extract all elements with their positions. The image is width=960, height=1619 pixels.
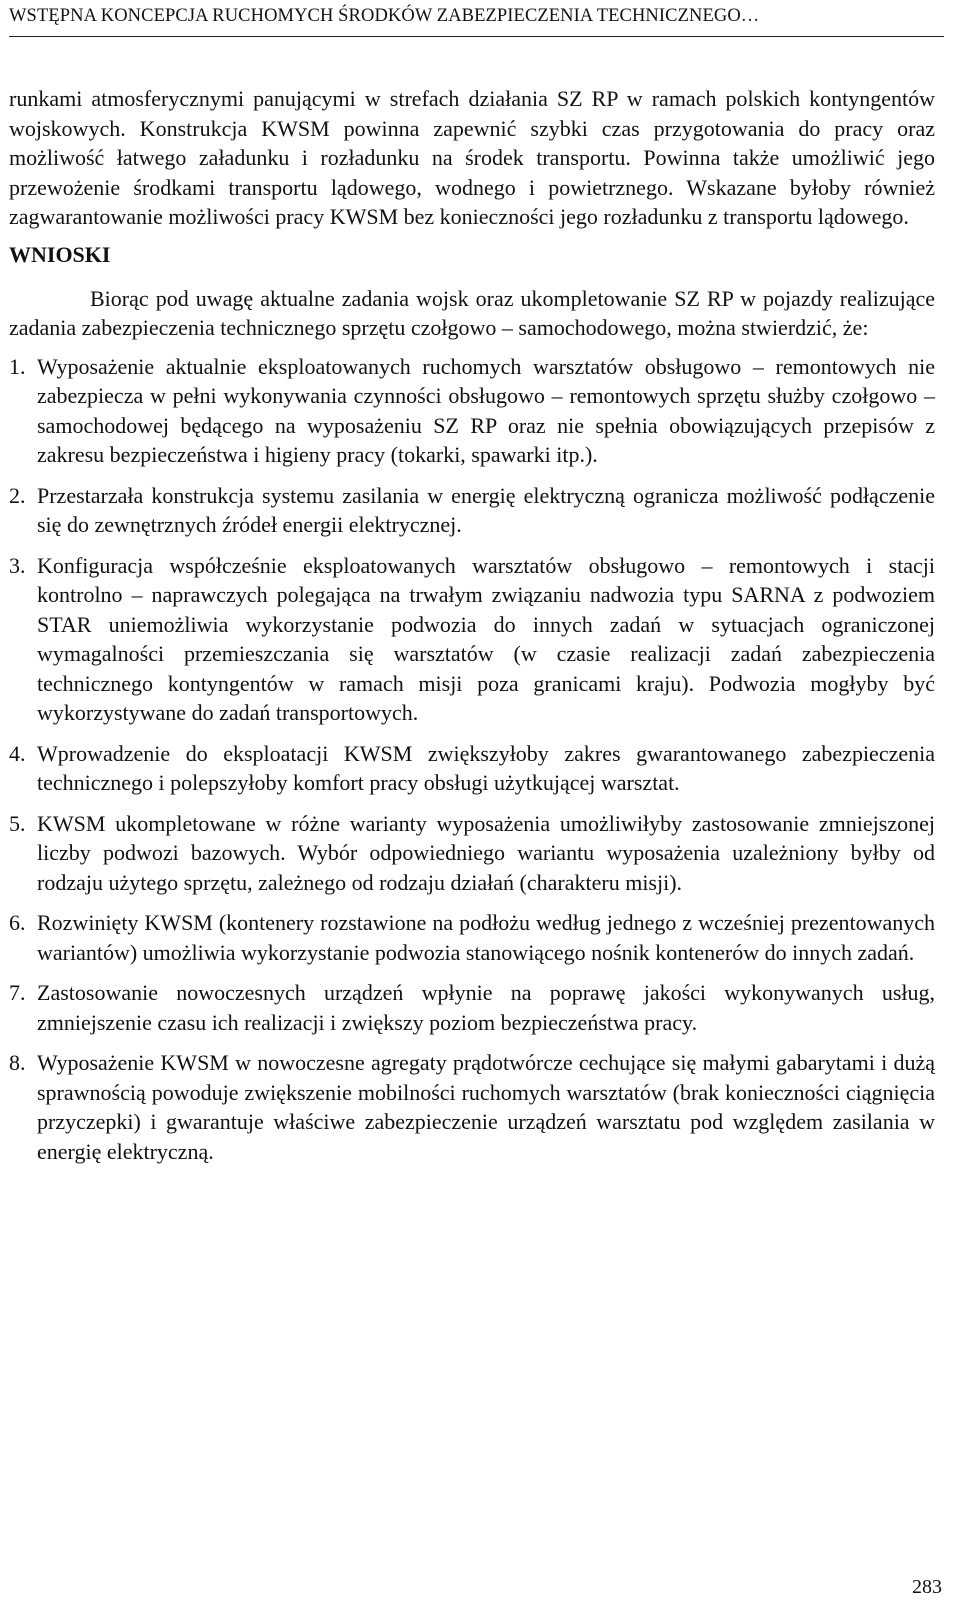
list-item-text: Wyposażenie KWSM w nowoczesne agregaty prądotwórcze cechujące się małymi gabarytami i dużą sprawnością powoduje zwiększenie mobilności ruchomych warsztatów (brak konieczności ciągnięcia przyczepki) i gwarantuje właściwe zabezpieczenie urządzeń warsztatu pod względem zasilania w energię elektryczną. (37, 1050, 935, 1164)
list-item-number: 1. (9, 353, 26, 379)
list-item-number: 2. (9, 482, 26, 508)
list-item (9, 978, 935, 1037)
conclusions-list (9, 352, 935, 1167)
list-item-number: 4. (9, 740, 26, 766)
lead-paragraph: Biorąc pod uwagę aktualne zadania wojsk oraz ukompletowanie SZ RP w pojazdy realizujące zadania zabezpieczenia technicznego sprzętu czołgowo – samochodowego, można stwierdzić, że: (9, 285, 935, 340)
list-item (9, 352, 935, 470)
list-item (9, 1048, 935, 1166)
list-item-text: Rozwinięty KWSM (kontenery rozstawione na podłożu według jednego z wcześniej prezentowanych wariantów) umożliwia wykorzystanie podwozia stanowiącego nośnik kontenerów do innych zadań. (37, 910, 935, 965)
running-title: WSTĘPNA KONCEPCJA RUCHOMYCH ŚRODKÓW ZABEZPIECZENIA TECHNICZNEGO… (9, 6, 760, 26)
list-item-number: 7. (9, 980, 26, 1005)
list-item-text: Przestarzała konstrukcja systemu zasilania w energię elektryczną ogranicza możliwość podłączenie się do zewnętrznych źródeł energii elektrycznej. (37, 482, 935, 537)
list-item (9, 809, 935, 898)
list-item (9, 739, 935, 798)
page-number: 283 (912, 1576, 942, 1598)
list-item-number: 8. (9, 1050, 26, 1075)
list-item-number: 3. (9, 552, 26, 578)
running-header (9, 2, 944, 37)
list-item-text: KWSM ukompletowane w różne warianty wyposażenia umożliwiłyby zastosowanie zmniejszonej liczby podwozi bazowych. Wybór odpowiedniego wariantu wyposażenia uzależniony byłby od rodzaju użytego sprzętu, zależnego od rodzaju działań (charakteru misji). (37, 810, 935, 895)
section-heading: WNIOSKI (9, 241, 111, 267)
page-body (9, 84, 935, 1177)
list-item (9, 551, 935, 728)
intro-paragraph: runkami atmosferycznymi panującymi w strefach działania SZ RP w ramach polskich kontyngentów wojskowych. Konstrukcja KWSM powinna zapewnić szybki czas przygotowania do pracy oraz możliwość łatwego załadunku i rozładunku na środek transportu. Powinna także umożliwić jego przewożenie środkami transportu lądowego, wodnego i powietrznego. Wskazane byłoby również zagwarantowanie możliwości pracy KWSM bez konieczności jego rozładunku z transportu lądowego. (9, 86, 935, 229)
list-item (9, 908, 935, 967)
list-item-number: 5. (9, 810, 26, 836)
list-item-text: Wyposażenie aktualnie eksploatowanych ruchomych warsztatów obsługowo – remontowych nie zabezpiecza w pełni wykonywania czynności obsługowo – remontowych sprzętu służby czołgowo – samochodowej będącego na wyposażeniu SZ RP oraz nie spełnia obowiązujących przepisów z zakresu bezpieczeństwa i higieny pracy (tokarki, spawarki itp.). (37, 353, 935, 467)
list-item-text: Konfiguracja współcześnie eksploatowanych warsztatów obsługowo – remontowych i stacji kontrolno – naprawczych polegająca na trwałym związaniu nadwozia typu SARNA z podwoziem STAR uniemożliwia wykorzystanie podwozia do innych zadań w sytuacjach ograniczonej wymagalności przemieszczania się warsztatów (w czasie realizacji zadań zabezpieczenia technicznego kontyngentów w ramach misji poza granicami kraju). Podwozia mogłyby być wykorzystywane do zadań transportowych. (37, 552, 935, 725)
list-item-text: Wprowadzenie do eksploatacji KWSM zwiększyłoby zakres gwarantowanego zabezpieczenia technicznego i polepszyłoby komfort pracy obsługi użytkującej warsztat. (37, 740, 935, 795)
list-item-number: 6. (9, 910, 26, 935)
list-item-text: Zastosowanie nowoczesnych urządzeń wpłynie na poprawę jakości wykonywanych usług, zmniejszenie czasu ich realizacji i zwiększy poziom bezpieczeństwa pracy. (37, 980, 935, 1035)
list-item (9, 481, 935, 540)
